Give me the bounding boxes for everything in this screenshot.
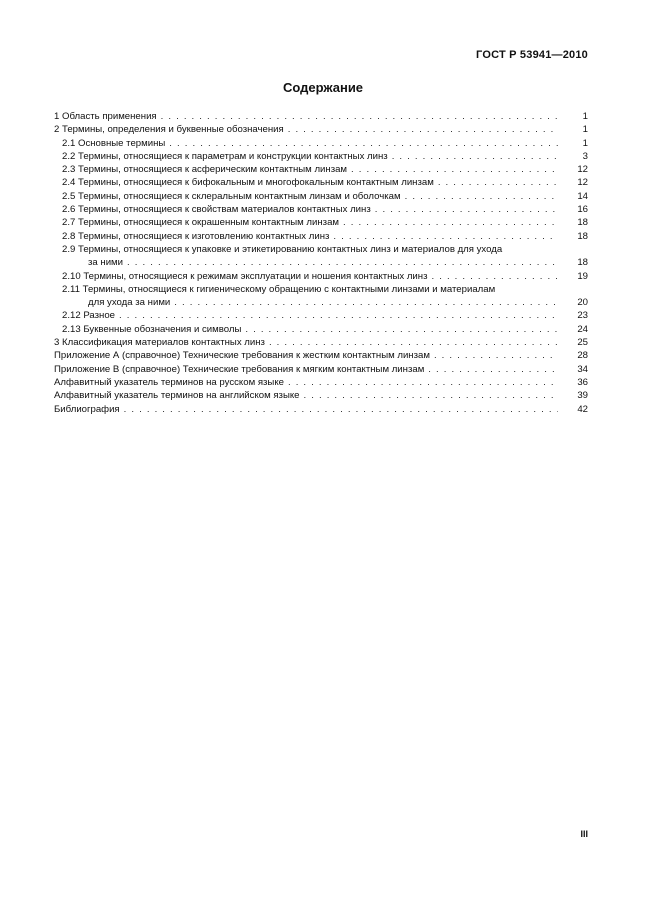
toc-label: Приложение А (справочное) Технические требования к жестким контактным линзам — [54, 350, 430, 362]
dot-leader — [119, 309, 558, 322]
toc-entry-appendix-a[interactable] — [54, 349, 588, 362]
toc-page: 12 — [577, 164, 588, 176]
toc-entry-2-10[interactable] — [54, 270, 588, 283]
toc-label: 2.6 Термины, относящиеся к свойствам материалов контактных линз — [62, 204, 371, 216]
toc-label-line1: 2.11 Термины, относящиеся к гигиеническому обращению с контактными линзами и материалам — [62, 283, 496, 295]
toc-entry-bibliography[interactable] — [54, 403, 588, 416]
toc-label: 2.13 Буквенные обозначения и символы — [62, 323, 242, 335]
toc-page: 28 — [577, 350, 588, 362]
page-number: III — [580, 829, 588, 839]
toc-label: 2.5 Термины, относящиеся к склеральным контактным линзам и оболочкам — [62, 190, 401, 202]
dot-leader — [245, 323, 558, 336]
toc-entry-2-6[interactable] — [54, 203, 588, 216]
toc-entry-2-9[interactable] — [54, 243, 588, 270]
toc-page: 42 — [577, 403, 588, 415]
toc-entry-scope[interactable] — [54, 110, 588, 123]
toc-page: 1 — [582, 111, 588, 122]
dot-leader — [269, 336, 558, 349]
dot-leader — [431, 270, 558, 283]
dot-leader — [174, 296, 558, 309]
dot-leader — [351, 163, 558, 176]
dot-leader — [434, 349, 558, 362]
toc-entry-index-en[interactable] — [54, 389, 588, 402]
toc-entry-2-5[interactable] — [54, 190, 588, 203]
toc-page: 34 — [577, 363, 588, 375]
toc-entry-2-3[interactable] — [54, 163, 588, 176]
toc-page: 1 — [582, 137, 588, 149]
dot-leader — [304, 389, 559, 402]
toc-label: Приложение В (справочное) Технические требования к мягким контактным линзам — [54, 363, 425, 375]
toc-entry-2-4[interactable] — [54, 176, 588, 189]
dot-leader — [169, 137, 558, 150]
toc-label: 2.3 Термины, относящиеся к асферическим контактным линзам — [62, 164, 348, 176]
toc-page: 24 — [577, 323, 588, 335]
toc-label-line2: за ними — [88, 257, 124, 269]
toc-label: Библиография — [54, 403, 120, 415]
toc-page: 18 — [577, 257, 588, 269]
toc-label: 2.10 Термины, относящиеся к режимам эксплуатации и ношения контактных линз — [62, 270, 428, 282]
toc-page: 18 — [577, 217, 588, 229]
toc-label: 2.4 Термины, относящиеся к бифокальным и многофокальным контактным линзам — [62, 177, 434, 189]
toc-entry-2-8[interactable] — [54, 230, 588, 243]
toc-entry-2-12[interactable] — [54, 309, 588, 322]
table-of-contents — [54, 110, 588, 416]
document-id: ГОСТ Р 53941—2010 — [476, 49, 588, 61]
toc-label: Алфавитный указатель терминов на русском языке — [54, 376, 284, 388]
toc-label: 2.2 Термины, относящиеся к параметрам и конструкции контактных линз — [62, 150, 388, 162]
toc-entry-classification[interactable] — [54, 336, 588, 349]
dot-leader — [428, 363, 558, 376]
toc-entry-terms[interactable] — [54, 123, 588, 136]
dot-leader — [375, 203, 558, 216]
toc-entry-2-2[interactable] — [54, 150, 588, 163]
dot-leader — [127, 256, 558, 269]
toc-page: 39 — [577, 390, 588, 402]
dot-leader — [343, 216, 558, 229]
toc-label: 2.1 Основные термины — [62, 137, 166, 149]
toc-label: 3 Классификация материалов контактных линз — [54, 337, 265, 349]
toc-page: 19 — [577, 270, 588, 282]
dot-leader — [161, 110, 558, 123]
toc-page: 23 — [577, 310, 588, 322]
toc-label: Алфавитный указатель терминов на английском языке — [54, 390, 300, 402]
toc-page: 18 — [577, 230, 588, 242]
toc-label-line2: для ухода за ними — [88, 297, 171, 309]
toc-page: 16 — [577, 204, 588, 216]
toc-page: 36 — [577, 376, 588, 388]
page-title: Содержание — [282, 80, 364, 95]
dot-leader — [288, 376, 558, 389]
toc-page: 12 — [577, 177, 588, 189]
toc-label: 2.12 Разное — [62, 310, 116, 322]
toc-label: 2.7 Термины, относящиеся к окрашенным контактным линзам — [62, 217, 340, 229]
dot-leader — [124, 403, 558, 416]
toc-page: 14 — [577, 190, 588, 202]
toc-entry-2-11[interactable] — [54, 283, 588, 310]
toc-entry-appendix-b[interactable] — [54, 363, 588, 376]
toc-label-line1: 2.9 Термины, относящиеся к упаковке и этикетированию контактных линз и материалов для ухода — [62, 243, 503, 255]
dot-leader — [392, 150, 558, 163]
toc-page: 3 — [582, 150, 588, 162]
dot-leader — [288, 123, 558, 136]
dot-leader — [405, 190, 558, 203]
toc-entry-2-1[interactable] — [54, 137, 588, 150]
toc-entry-2-7[interactable] — [54, 216, 588, 229]
toc-entry-index-ru[interactable] — [54, 376, 588, 389]
toc-page: 20 — [577, 297, 588, 309]
dot-leader — [438, 176, 558, 189]
dot-leader — [333, 230, 558, 243]
toc-page: 25 — [577, 337, 588, 349]
toc-label: 2.8 Термины, относящиеся к изготовлению контактных линз — [62, 230, 330, 242]
toc-page: 1 — [582, 124, 588, 136]
toc-entry-2-13[interactable] — [54, 323, 588, 336]
toc-label: 1 Область применения — [54, 111, 157, 122]
toc-label: 2 Термины, определения и буквенные обозначения — [54, 124, 284, 136]
